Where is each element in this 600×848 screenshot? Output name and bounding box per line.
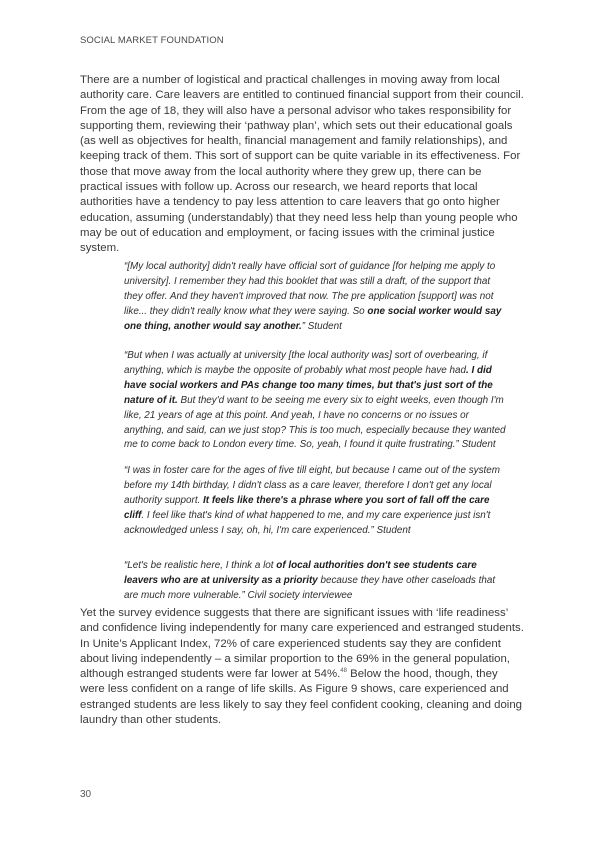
quote-student-guidance	[124, 260, 509, 335]
quote-student-overbearing	[124, 349, 509, 453]
quote-emphasis: It feels like there's a phrase where you sort of fall off the care cliff	[124, 494, 490, 521]
quote-attribution: ” Student	[301, 320, 342, 332]
paragraph-text: Below the hood, though, they were less confident on a range of life skills. As Figure 9 shows, care experienced and estranged students are less likely to say they feel confident cooking, cleaning and doing laundry than other students.	[80, 668, 522, 727]
quote-text: “Let's be realistic here, I think a lot	[124, 560, 277, 571]
quote-attribution: because they have other caseloads that are much more vulnerable.” Civil society interviewee	[124, 574, 496, 601]
footnote-reference[interactable]: 48	[340, 668, 347, 675]
quote-attribution: . I feel like that's kind of what happened to me, and my care experience just isn't acknowledged unless I say, oh, hi, I'm care experienced.” Student	[124, 509, 491, 536]
quote-student-care-cliff	[124, 464, 509, 539]
page-number: 30	[80, 789, 92, 800]
body-paragraph-challenges: There are a number of logistical and practical challenges in moving away from local authority care. Care leavers are entitled to continued financial support from their council. From the age of 18, they will also have a personal advisor who takes responsibility for supporting them, reviewing their ‘pathway plan’, which sets out their educational goals (as well as objectives for health, financial management and family relationships), and keeping track of them. This sort of support can be quite variable in its effectiveness. For those that move away from the local authority where they grew up, there can be practical issues with follow up. Across our research, we heard reports that local authorities have a tendency to pay less attention to care leavers that go onto higher education, assuming (understandably) that they need less help than young people who may be out of education and employment, or facing issues with the criminal justice system.	[80, 74, 524, 255]
quote-emphasis: . I did have social workers and PAs change too many times, but that's just sort of the nature of it.	[124, 364, 493, 406]
quote-attribution: But they'd want to be seeing me every six to eight weeks, even though I'm like, 21 years of age at this point. And yeah, I have no concerns or no issues or anything, and said, can we just stop? This is too much, especially because they wanted me to come back to London every time. So, yeah, I found it quite frustrating.” Student	[124, 394, 506, 451]
body-paragraph-survey-evidence	[80, 606, 525, 728]
quote-emphasis: of local authorities don't see students care leavers who are at university as a priority	[124, 560, 477, 586]
quote-civil-society	[124, 559, 509, 604]
running-header: SOCIAL MARKET FOUNDATION	[80, 35, 224, 46]
quote-text: “But when I was actually at university [the local authority was] sort of overbearing, if anything, which is maybe the opposite of probably what most people have had	[124, 350, 488, 376]
quote-text: “[My local authority] didn't really have official sort of guidance [for helping me apply to university]. I remember they had this booklet that was still a draft, of the support that they offer. And they haven't improved that now. The pre application [support] was not like... they didn't really know what they were saying. So	[124, 261, 496, 317]
quote-emphasis: one social worker would say one thing, another would say another.	[124, 305, 502, 332]
quote-text: “I was in foster care for the ages of five till eight, but because I came out of the system before my 14th birthday, I didn't class as a care leaver, therefore I don't get any local authority support.	[124, 465, 500, 506]
paragraph-text: Yet the survey evidence suggests that there are significant issues with ‘life readiness’ and confidence living independently for many care experienced and estranged students. In Unite’s Applicant Index, 72% of care experienced students say they are confident about living independently – a similar proportion to the 69% in the general population, although estranged students were far lower at 54%.	[80, 607, 524, 681]
